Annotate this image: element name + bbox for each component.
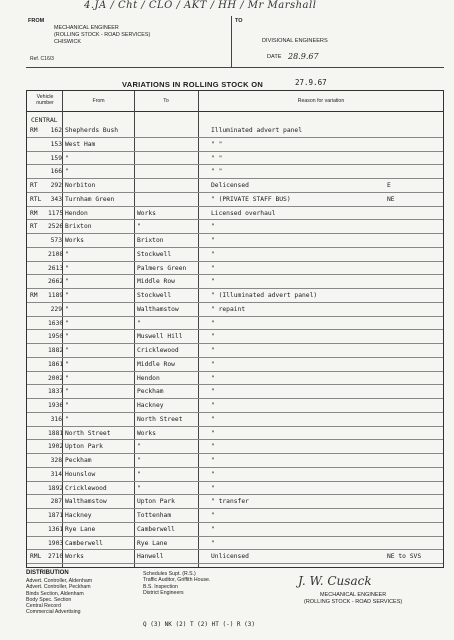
vehicle-number: 2108 (48, 250, 64, 258)
vehicle-number: 2710 (48, 553, 64, 561)
to-garage: Hanwell (137, 553, 164, 561)
row-rule (27, 467, 443, 468)
vehicle-number: 328 (50, 457, 62, 464)
row-rule (27, 371, 443, 372)
row-rule (27, 508, 443, 509)
vehicle-number: 2002 (48, 374, 64, 382)
footer (26, 570, 444, 636)
from-garage: North Street (65, 429, 111, 437)
from-box (26, 16, 231, 68)
vehicle-number: 2613 (48, 264, 64, 272)
vehicle-number: 1902 (48, 443, 64, 451)
vehicle-number: 1189 (48, 292, 64, 299)
vehicle-number: 1361 (48, 525, 64, 533)
row-rule (27, 137, 443, 138)
variations-table (26, 90, 444, 568)
row-rule (27, 494, 443, 495)
variation-reason: " (211, 470, 215, 478)
variation-reason: " (211, 278, 215, 286)
row-rule (27, 384, 443, 385)
variation-reason: " (211, 484, 215, 492)
variation-reason: " (PRIVATE STAFF BUS) (211, 195, 291, 203)
vehicle-number: 1881 (48, 429, 64, 437)
from-line: CHISWICK (54, 39, 81, 45)
from-garage: " (65, 319, 69, 327)
handwritten-routing-note: 4.JA / Cht / CLO / AKT / HH / Mr Marshall (84, 0, 317, 11)
vehicle-number: 2662 (48, 278, 64, 286)
variation-reason: " (211, 223, 215, 231)
vehicle-number: 573 (50, 237, 62, 244)
signatory-line: (ROLLING STOCK - ROAD SERVICES) (304, 599, 403, 605)
to-garage: " (137, 457, 141, 464)
from-garage: Peckham (65, 457, 92, 464)
from-garage: " (65, 360, 69, 368)
vehicle-prefix: RT (30, 223, 38, 231)
from-garage: " (65, 154, 69, 162)
to-label: TO (235, 18, 243, 24)
to-garage: Upton Park (137, 498, 175, 506)
vehicle-number: 314 (50, 470, 62, 478)
variation-reason: " (211, 512, 215, 519)
variation-reason: " (211, 429, 215, 437)
to-garage: North Street (137, 415, 183, 423)
to-garage: Stockwell (137, 250, 172, 258)
from-garage: " (65, 415, 69, 423)
variation-reason: " (211, 264, 215, 272)
row-rule (27, 233, 443, 234)
row-rule (27, 481, 443, 482)
to-garage: Palmers Green (137, 264, 187, 272)
vehicle-prefix: RM (30, 209, 38, 217)
vehicle-number: 1871 (48, 512, 64, 519)
from-garage: Cricklewood (65, 484, 107, 492)
header-from: From (92, 98, 105, 104)
copy-count-line: Q (3) NK (2) T (2) HT (-) R (3) (143, 621, 255, 628)
date-label: DATE (267, 54, 282, 60)
from-garage: Works (65, 553, 84, 561)
variation-reason: Unlicensed (211, 553, 249, 561)
to-garage: Works (137, 429, 156, 437)
vehicle-number: 1630 (48, 319, 64, 327)
variation-note: NE (387, 195, 395, 203)
row-rule (27, 549, 443, 550)
from-garage: " (65, 374, 69, 382)
from-garage: Brixton (65, 223, 92, 231)
variation-note: E (387, 182, 391, 189)
vehicle-number: 316 (50, 415, 62, 423)
variation-reason: " (211, 319, 215, 327)
variation-reason: " (211, 388, 215, 396)
vehicle-number: 153 (50, 140, 62, 148)
to-garage: Camberwell (137, 525, 175, 533)
distribution-item: Traffic Auditor, Griffith House. (143, 577, 211, 584)
variation-reason: Illuminated advert panel (211, 127, 302, 134)
from-garage: " (65, 305, 69, 313)
variation-reason: " (211, 457, 215, 464)
variation-reason: " repaint (211, 305, 246, 313)
row-rule (27, 316, 443, 317)
from-garage: " (65, 333, 69, 341)
to-garage: Brixton (137, 237, 164, 244)
row-rule (27, 426, 443, 427)
from-garage: Norbiton (65, 182, 96, 189)
from-garage: Rye Lane (65, 525, 96, 533)
variation-reason: Delicensed (211, 182, 249, 189)
row-rule (27, 398, 443, 399)
row-rule (27, 247, 443, 248)
to-garage: Middle Row (137, 278, 175, 286)
vehicle-prefix: RM (30, 292, 38, 299)
row-rule (27, 151, 443, 152)
variation-reason: " (211, 539, 215, 547)
vehicle-number: 1903 (48, 539, 64, 547)
reference-number: Ref. C16/3 (30, 56, 54, 62)
row-rule (27, 261, 443, 262)
row-rule (27, 302, 443, 303)
to-garage: " (137, 319, 141, 327)
variation-reason: " (211, 374, 215, 382)
from-garage: " (65, 292, 69, 299)
variation-reason: " (211, 525, 215, 533)
from-garage: " (65, 250, 69, 258)
vehicle-number: 1936 (48, 402, 64, 409)
to-garage: Works (137, 209, 156, 217)
distribution-item: Binds Section, Aldenham (26, 590, 84, 597)
row-rule (27, 536, 443, 537)
row-rule (27, 219, 443, 220)
vehicle-prefix: RM (30, 127, 38, 134)
distribution-item: Schedules Supt. (R.S.) (143, 571, 196, 577)
date-value: 28.9.67 (288, 52, 319, 61)
from-garage: Turnham Green (65, 195, 115, 203)
distribution-item: Advert. Controller, Peckham (26, 584, 91, 591)
vehicle-number: 1861 (48, 360, 64, 368)
title-date: 27.9.67 (295, 78, 327, 87)
variation-reason: " (Illuminated advert panel) (211, 292, 318, 299)
variation-reason: Licensed overhaul (211, 209, 276, 217)
row-rule (27, 192, 443, 193)
vehicle-number: 343 (50, 195, 62, 203)
from-line: MECHANICAL ENGINEER (54, 25, 119, 31)
vehicle-number: 287 (50, 498, 62, 506)
distribution-list-mid (143, 571, 210, 596)
to-garage: Hendon (137, 374, 160, 382)
from-line: (ROLLING STOCK - ROAD SERVICES) (54, 32, 151, 38)
from-label: FROM (28, 18, 45, 24)
to-garage: Tottenham (137, 512, 172, 519)
to-garage: Stockwell (137, 292, 172, 299)
vehicle-number: 2526 (48, 223, 64, 231)
to-garage: " (137, 443, 141, 451)
to-garage: Hackney (137, 402, 164, 409)
signatory-title (304, 592, 402, 606)
signatory-line: MECHANICAL ENGINEER (320, 592, 387, 598)
variation-reason: " (211, 347, 215, 354)
signature: J. W. Cusack (298, 574, 372, 588)
from-garage: " (65, 278, 69, 286)
row-rule (27, 412, 443, 413)
distribution-item: Body Spec. Section (26, 596, 72, 603)
from-garage: Hendon (65, 209, 88, 217)
row-rule (27, 563, 443, 564)
row-rule (27, 522, 443, 523)
row-rule (27, 288, 443, 289)
to-garage: Middle Row (137, 360, 175, 368)
from-garage: " (65, 347, 69, 354)
header-reason: Reason for variation (297, 98, 345, 104)
variation-reason: " " (211, 154, 223, 162)
row-rule (27, 453, 443, 454)
distribution-item: Central Record (26, 603, 61, 610)
to-garage: " (137, 470, 141, 478)
vehicle-number: 292 (50, 182, 62, 189)
row-rule (27, 206, 443, 207)
vehicle-number: 1175 (48, 209, 64, 217)
variation-reason: " (211, 415, 215, 423)
from-garage: Camberwell (65, 539, 103, 547)
distribution-title: DISTRIBUTION (26, 570, 69, 576)
from-address (54, 25, 150, 46)
to-garage: Peckham (137, 388, 164, 396)
variation-reason: " (211, 237, 215, 244)
to-garage: " (137, 484, 141, 492)
distribution-item: District Engineers (143, 589, 184, 596)
from-garage: Hackney (65, 512, 92, 519)
vehicle-number: 1892 (48, 484, 64, 492)
variation-reason: " (211, 333, 215, 341)
from-garage: Works (65, 237, 84, 244)
vehicle-number: 229 (50, 305, 62, 313)
variation-reason: " transfer (211, 498, 249, 506)
vehicle-number: 1950 (48, 333, 64, 341)
row-rule (27, 357, 443, 358)
to-garage: Muswell Hill (137, 333, 183, 341)
page-title: VARIATIONS IN ROLLING STOCK ON (122, 80, 264, 89)
vehicle-number: 166 (50, 168, 62, 176)
section-label: CENTRAL (31, 117, 58, 124)
vehicle-number: 1837 (48, 388, 64, 396)
variation-reason: " " (211, 140, 223, 148)
row-rule (27, 164, 443, 165)
distribution-item: Advert. Controller, Aldenham (26, 578, 93, 584)
from-garage: " (65, 264, 69, 272)
vehicle-prefix: RT (30, 182, 38, 189)
from-garage: Hounslow (65, 470, 96, 478)
to-garage: Cricklewood (137, 347, 179, 354)
variation-reason: " (211, 443, 215, 451)
to-garage: Walthamstow (137, 305, 179, 313)
vehicle-number: 162 (50, 127, 62, 134)
row-rule (27, 274, 443, 275)
vehicle-prefix: RML (30, 553, 42, 561)
variation-note: NE to SVS (387, 553, 422, 561)
vehicle-number: 159 (50, 154, 62, 162)
row-rule (27, 178, 443, 179)
distribution-list-left (26, 578, 92, 616)
row-rule (27, 343, 443, 344)
vehicle-number: 1882 (48, 347, 64, 354)
to-garage: Rye Lane (137, 539, 168, 547)
from-garage: Shepherds Bush (65, 127, 119, 134)
from-garage: " (65, 402, 69, 409)
header-vehicle: Vehicle number (36, 94, 54, 106)
from-garage: West Ham (65, 140, 96, 148)
from-garage: " (65, 168, 69, 176)
to-garage: " (137, 223, 141, 231)
row-rule (27, 439, 443, 440)
variation-reason: " (211, 250, 215, 258)
table-header-row (27, 91, 443, 112)
to-box (231, 16, 444, 68)
variation-reason: " (211, 360, 215, 368)
row-rule (27, 329, 443, 330)
variation-reason: " (211, 402, 215, 409)
variation-reason: " " (211, 168, 223, 176)
header-to: To (163, 98, 169, 104)
from-garage: " (65, 388, 69, 396)
from-garage: Walthamstow (65, 498, 107, 506)
distribution-item: Commercial Advertising (26, 609, 81, 616)
vehicle-prefix: RTL (30, 195, 42, 203)
distribution-item: B.S. Inspection (143, 583, 178, 590)
to-address: DIVISIONAL ENGINEERS (262, 38, 328, 44)
from-garage: Upton Park (65, 443, 103, 451)
